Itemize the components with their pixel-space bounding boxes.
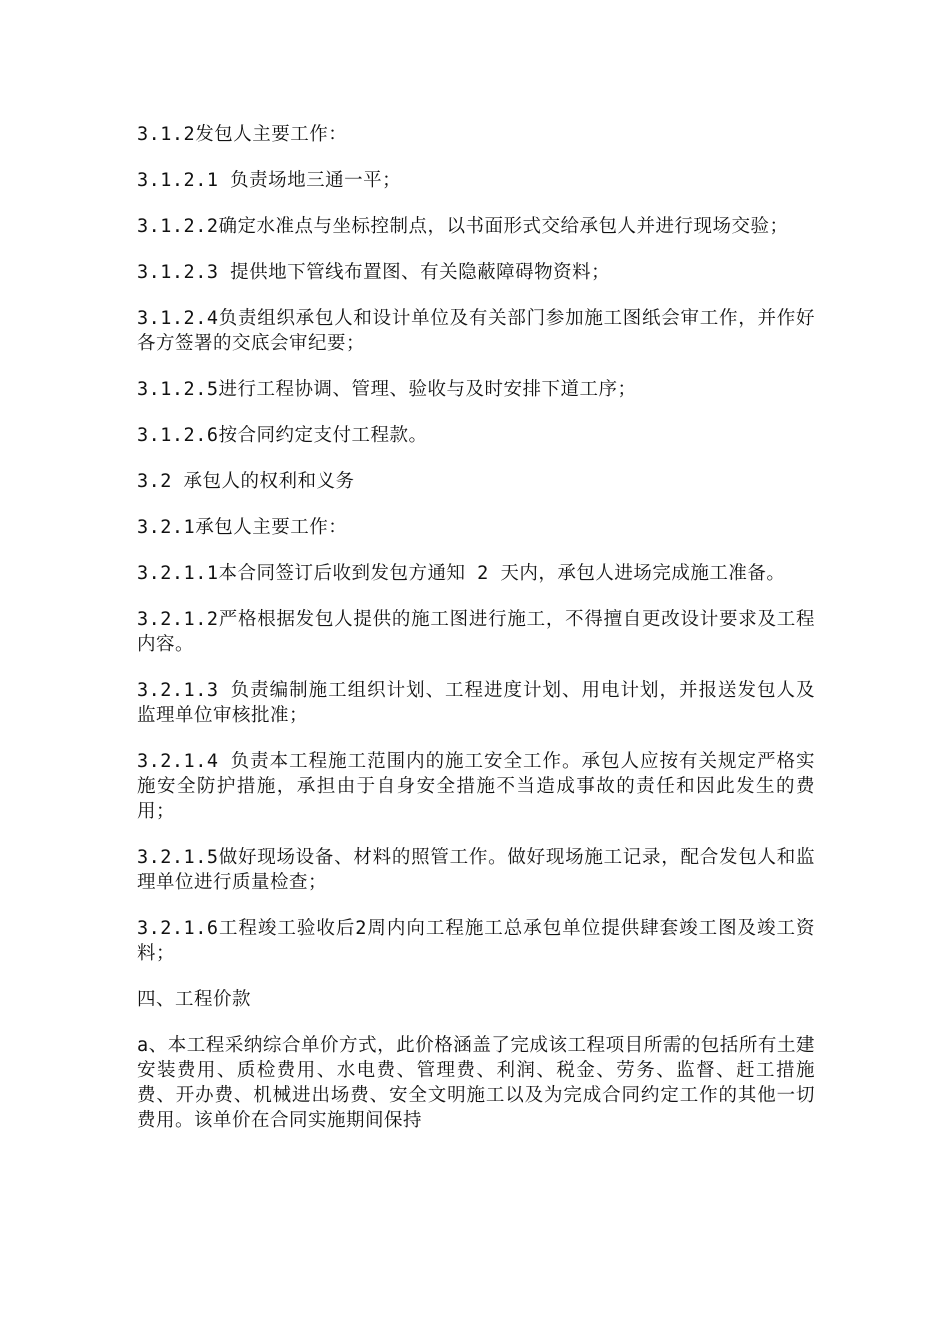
document-body bbox=[137, 122, 815, 1154]
clause-3-1-2-6: 3.1.2.6按合同约定支付工程款。 bbox=[137, 425, 428, 446]
clause-3-2-1-2: 3.2.1.2严格根据发包人提供的施工图进行施工，不得擅自更改设计要求及工程内容。 bbox=[137, 609, 815, 655]
clause-3-1-2-1: 3.1.2.1 负责场地三通一平； bbox=[137, 170, 402, 191]
clause-3-1-2-4: 3.1.2.4负责组织承包人和设计单位及有关部门参加施工图纸会审工作，并作好各方签署的交底会审纪要； bbox=[137, 308, 815, 354]
clause-3-2-1-1: 3.2.1.1本合同签订后收到发包方通知 2 天内，承包人进场完成施工准备。 bbox=[137, 563, 786, 584]
clause-3-2-1-3: 3.2.1.3 负责编制施工组织计划、工程进度计划、用电计划，并报送发包人及监理单位审核批准； bbox=[137, 680, 815, 726]
clause-3-2-1-5: 3.2.1.5做好现场设备、材料的照管工作。做好现场施工记录，配合发包人和监理单位进行质量检查； bbox=[137, 847, 815, 893]
clause-3-2-1-4: 3.2.1.4 负责本工程施工范围内的施工安全工作。承包人应按有关规定严格实施安全防护措施，承担由于自身安全措施不当造成事故的责任和因此发生的费用； bbox=[137, 751, 815, 822]
section-3-2-heading: 3.2 承包人的权利和义务 bbox=[137, 471, 355, 492]
clause-3-2-1-6: 3.2.1.6工程竣工验收后2周内向工程施工总承包单位提供肆套竣工图及竣工资料； bbox=[137, 918, 815, 964]
clause-4-a: a、本工程采纳综合单价方式，此价格涵盖了完成该工程项目所需的包括所有土建安装费用、质检费用、水电费、管理费、利润、税金、劳务、监督、赶工措施费、开办费、机械进出场费、安全文明施工以及为完成合同约定工作的其他一切费用。该单价在合同实施期间保持 bbox=[137, 1035, 815, 1131]
clause-3-2-1-heading: 3.2.1承包人主要工作： bbox=[137, 517, 348, 538]
clause-3-1-2-3: 3.1.2.3 提供地下管线布置图、有关隐蔽障碍物资料； bbox=[137, 262, 611, 283]
section-4-heading: 四、工程价款 bbox=[137, 989, 252, 1010]
clause-3-1-2-2: 3.1.2.2确定水准点与坐标控制点，以书面形式交给承包人并进行现场交验； bbox=[137, 216, 789, 237]
clause-3-1-2-5: 3.1.2.5进行工程协调、管理、验收与及时安排下道工序； bbox=[137, 379, 637, 400]
clause-3-1-2-heading: 3.1.2发包人主要工作： bbox=[137, 124, 348, 145]
